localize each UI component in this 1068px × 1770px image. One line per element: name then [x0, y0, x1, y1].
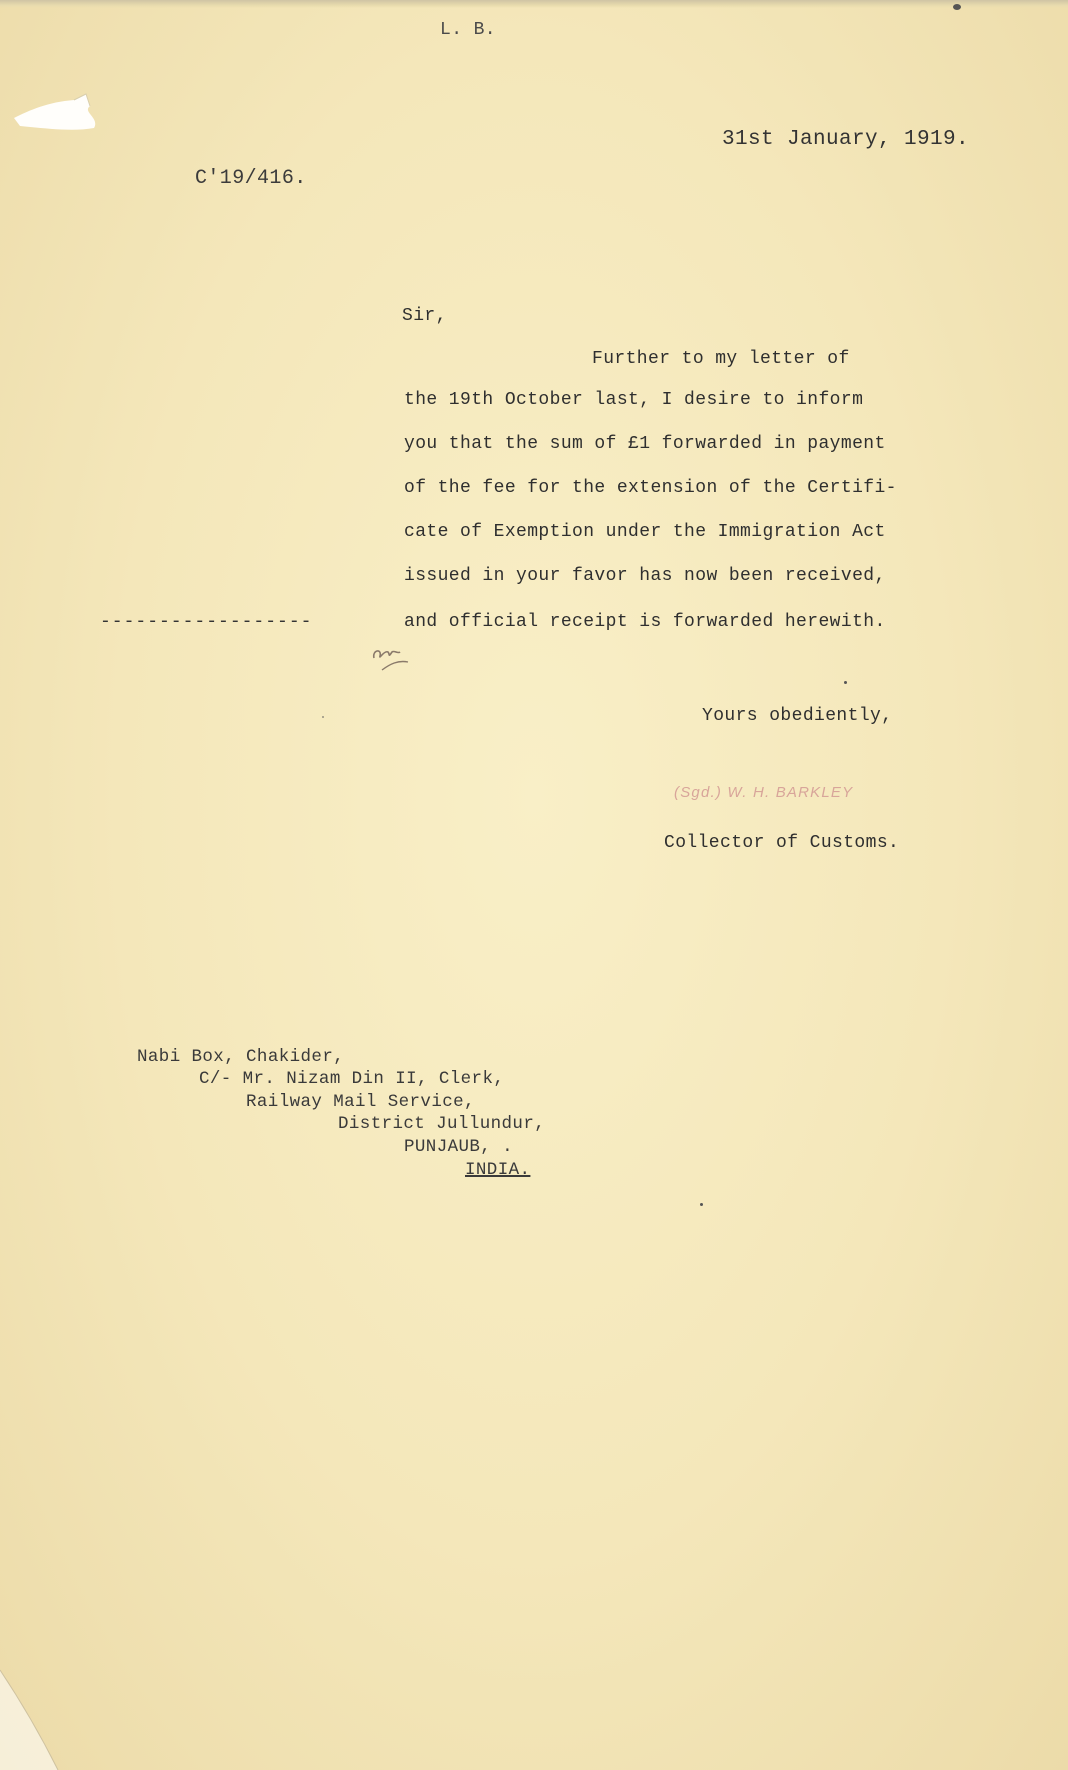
body-line: Further to my letter of	[592, 349, 850, 369]
body-line: issued in your favor has now been received,	[404, 566, 886, 586]
closing-line: Yours obediently,	[702, 706, 893, 726]
signatory-title: Collector of Customs.	[664, 833, 900, 853]
signature-stamp: (Sgd.) W. H. BARKLEY	[674, 784, 854, 801]
paper-tear-mark	[12, 88, 107, 136]
paper-corner-fold	[0, 1660, 70, 1770]
address-line: C/- Mr. Nizam Din II, Clerk,	[199, 1069, 505, 1089]
body-line: you that the sum of £1 forwarded in payment	[404, 434, 886, 454]
ink-speck	[700, 1203, 703, 1206]
body-line: cate of Exemption under the Immigration Act	[404, 522, 886, 542]
body-line: the 19th October last, I desire to inform	[404, 390, 864, 410]
ink-speck	[844, 681, 847, 684]
letter-date: 31st January, 1919.	[722, 128, 970, 151]
paper-top-edge	[0, 0, 1068, 8]
salutation: Sir,	[402, 306, 447, 326]
address-line: Railway Mail Service,	[246, 1092, 475, 1112]
separator-line: ------------------	[100, 612, 313, 632]
address-line: PUNJAUB, .	[404, 1137, 514, 1157]
address-line: Nabi Box, Chakider,	[137, 1047, 345, 1067]
reference-number: C'19/416.	[195, 167, 307, 190]
body-line: of the fee for the extension of the Certifi-	[404, 478, 897, 498]
handwritten-initials	[368, 640, 418, 674]
ink-speck	[953, 4, 961, 10]
body-line: and official receipt is forwarded herewith.	[404, 612, 886, 632]
address-country: INDIA.	[465, 1160, 531, 1180]
address-line: District Jullundur,	[338, 1114, 546, 1134]
ink-speck	[322, 716, 324, 718]
header-mark: L. B.	[440, 20, 497, 40]
